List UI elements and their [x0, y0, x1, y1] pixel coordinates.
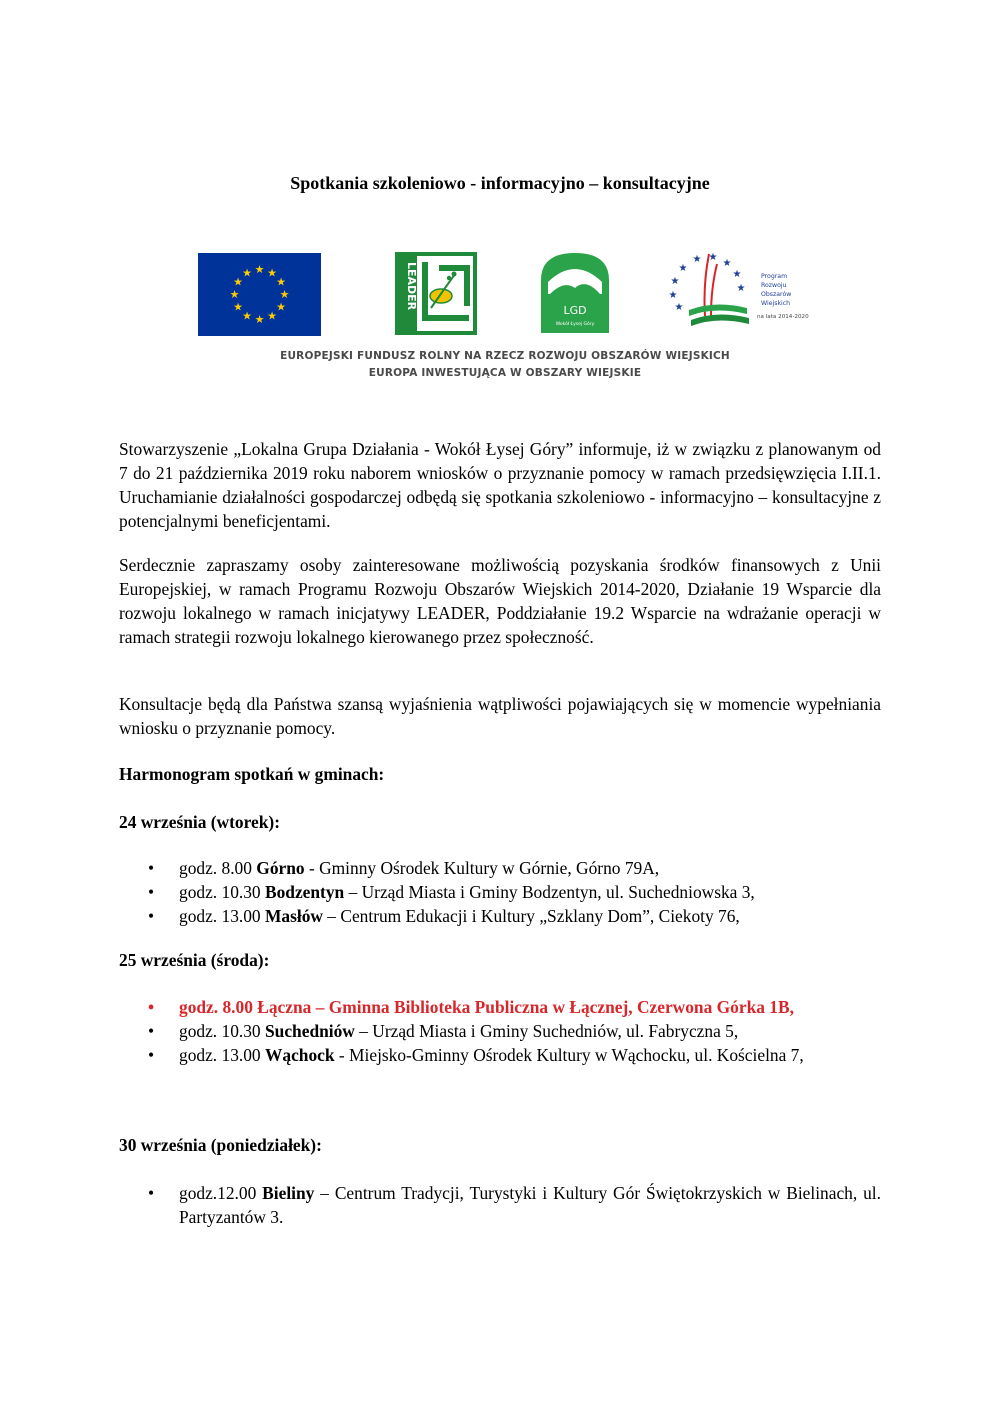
invitation-paragraph — [119, 553, 881, 649]
svg-text:★: ★ — [242, 309, 252, 323]
svg-text:★: ★ — [276, 275, 286, 289]
svg-text:★: ★ — [678, 263, 688, 274]
meeting-details: – Urząd Miasta i Gminy Bodzentyn, ul. Suchedniowska 3, — [344, 882, 755, 902]
list-item — [119, 904, 881, 928]
svg-text:★: ★ — [233, 275, 243, 289]
meeting-time: godz. 10.30 — [179, 1021, 265, 1041]
meeting-place: Górno — [256, 858, 305, 878]
list-item — [119, 1181, 881, 1229]
svg-text:★: ★ — [233, 300, 243, 314]
eu-fund-caption — [195, 348, 815, 382]
meeting-time: godz. 10.30 — [179, 882, 265, 902]
meeting-place: Bieliny — [262, 1183, 315, 1203]
svg-text:★: ★ — [254, 313, 265, 326]
leader-emblem-icon — [399, 256, 473, 331]
svg-text:★: ★ — [736, 283, 746, 294]
svg-text:★: ★ — [279, 288, 290, 301]
paragraph: Stowarzyszenie „Lokalna Grupa Działania - Wokół Łysej Góry” informuje, iż w związku z planowanym od 7 do 21 października 2019 roku naborem wniosków o przyznanie pomocy w ramach przedsięwzięcia I.II.1. Uruchamianie działalności gospodarczej odbędą się spotkania szkoleniowo - informacyjno – konsultacyjne z potencjalnymi beneficjentami. — [119, 439, 881, 531]
meeting-place: Masłów — [264, 906, 323, 926]
day-heading: 25 września (środa): — [119, 950, 270, 970]
prow-line-4: Wiejskich — [761, 300, 791, 307]
meeting-details: - Miejsko-Gminny Ośrodek Kultury w Wąchocku, ul. Kościelna 7, — [334, 1045, 804, 1065]
highlighted-list-item: • godz. 8.00 Łączna – Gminna Biblioteka Publiczna w Łącznej, Czerwona Górka 1B, — [119, 995, 881, 1019]
list-item — [119, 880, 881, 904]
meeting-time: godz. 13.00 — [179, 1045, 265, 1065]
prow-emblem-icon — [665, 244, 815, 336]
eu-fund-line-2: EUROPA INWESTUJĄCA W OBSZARY WIEJSKIE — [368, 367, 642, 379]
eu-flag-logo — [198, 253, 321, 336]
intro-paragraph — [119, 437, 881, 533]
meeting-time: godz. 13.00 — [179, 906, 265, 926]
paragraph: Serdecznie zapraszamy osoby zainteresowane możliwością pozyskania środków finansowych z Unii Europejskiej, w ramach Programu Rozwoju Obszarów Wiejskich 2014-2020, Działanie 19 Wsparcie dla rozwoju lokalnego w ramach inicjatywy LEADER, Poddziałanie 19.2 Wsparcie na wdrażanie operacji w ramach strategii rozwoju lokalnego kierowanego przez społeczność. — [119, 555, 881, 647]
lgd-subtext: Wokół Łysej Góry — [555, 322, 595, 327]
paragraph: Konsultacje będą dla Państwa szansą wyjaśnienia wątpliwości pojawiających się w momencie wypełniania wniosku o przyznanie pomocy. — [119, 694, 881, 738]
day-heading: 24 września (wtorek): — [119, 812, 280, 832]
list-item — [119, 856, 881, 880]
meeting-details: - Gminny Ośrodek Kultury w Górnie, Górno 79A, — [304, 858, 660, 878]
list-item — [119, 1019, 881, 1043]
prow-logo — [665, 244, 815, 336]
prow-line-2: Rozwoju — [761, 282, 787, 289]
prow-line-1: Program — [761, 273, 788, 280]
leader-text: LEADER — [405, 262, 418, 311]
leader-logo — [395, 252, 477, 335]
svg-text:★: ★ — [732, 269, 742, 280]
svg-text:★: ★ — [254, 263, 265, 276]
svg-text:★: ★ — [229, 288, 240, 301]
svg-text:★: ★ — [267, 309, 277, 323]
lgd-text: LGD — [563, 304, 587, 317]
schedule-heading: Harmonogram spotkań w gminach: — [119, 764, 385, 784]
day-schedule-list — [119, 1181, 881, 1229]
svg-text:★: ★ — [708, 252, 718, 263]
consultation-paragraph — [119, 692, 881, 740]
day-heading: 30 września (poniedziałek): — [119, 1135, 322, 1155]
meeting-details: – Centrum Tradycji, Turystyki i Kultury Gór Świętokrzyskich w Bielinach, ul. Partyzantów 3. — [179, 1183, 881, 1227]
svg-text:★: ★ — [267, 266, 277, 280]
svg-text:★: ★ — [242, 266, 252, 280]
page-title: Spotkania szkoleniowo - informacyjno – konsultacyjne — [290, 173, 710, 193]
svg-text:★: ★ — [722, 258, 732, 269]
meeting-place: Bodzentyn — [264, 882, 345, 902]
prow-line-5: na lata 2014-2020 — [757, 314, 809, 320]
meeting-time: godz.12.00 — [179, 1183, 263, 1203]
meeting-place: Wąchock — [264, 1045, 335, 1065]
svg-text:★: ★ — [668, 290, 678, 301]
svg-text:★: ★ — [674, 302, 684, 313]
eu-fund-line-1: EUROPEJSKI FUNDUSZ ROLNY NA RZECZ ROZWOJU OBSZARÓW WIEJSKICH — [280, 350, 730, 362]
lgd-mountain-icon — [538, 250, 612, 336]
svg-text:★: ★ — [276, 300, 286, 314]
meeting-place: Suchedniów — [264, 1021, 355, 1041]
meeting-details: – Centrum Edukacji i Kultury „Szklany Dom”, Ciekoty 76, — [322, 906, 740, 926]
prow-line-3: Obszarów — [761, 291, 792, 298]
svg-text:★: ★ — [670, 276, 680, 287]
logo-strip — [195, 240, 815, 380]
lgd-logo — [538, 250, 612, 336]
eu-stars-icon — [198, 253, 321, 336]
meeting-details: – Urząd Miasta i Gminy Suchedniów, ul. Fabryczna 5, — [354, 1021, 739, 1041]
day-schedule-list — [119, 856, 881, 928]
svg-text:★: ★ — [692, 254, 702, 265]
day-schedule-list — [119, 995, 881, 1067]
meeting-time: godz. 8.00 — [179, 858, 257, 878]
list-item — [119, 1043, 881, 1067]
